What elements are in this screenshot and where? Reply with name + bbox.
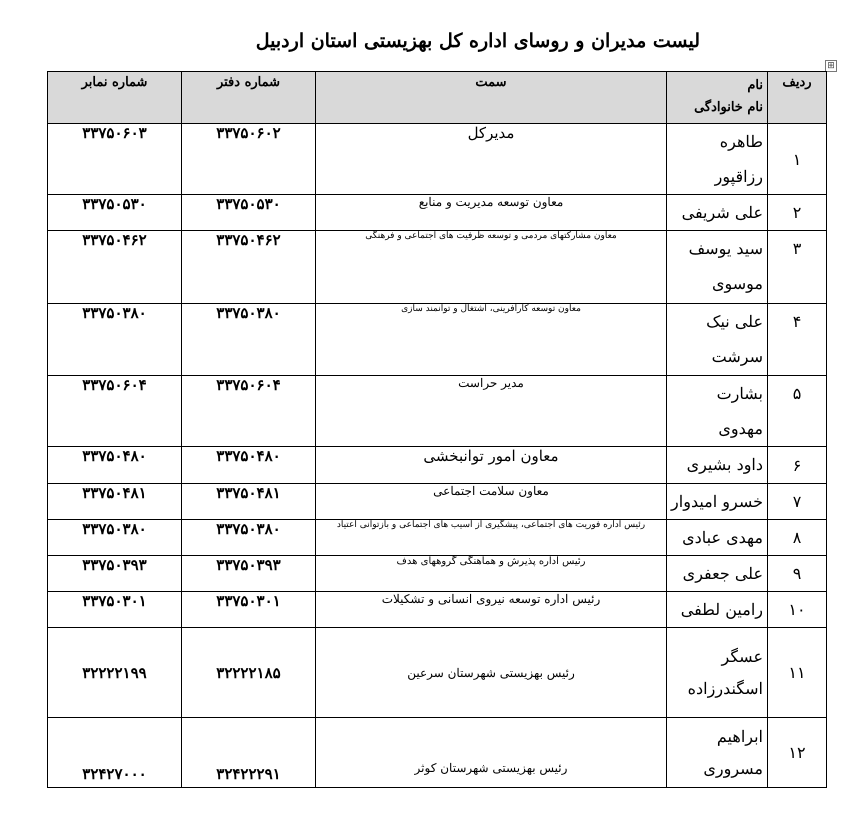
fax-number: ۳۳۷۵۰۳۸۰ xyxy=(48,304,182,376)
position-title: رئیس اداره توسعه نیروی انسانی و تشکیلات xyxy=(316,592,667,628)
position-title: رئیس اداره فوریت های اجتماعی، پیشگیری از آسیب های اجتماعی و بازتوانی اعتیاد xyxy=(316,520,667,556)
office-number: ۳۳۷۵۰۳۰۱ xyxy=(182,592,316,628)
fax-number: ۳۳۷۵۰۶۰۴ xyxy=(48,376,182,447)
fax-number: ۳۲۴۲۷۰۰۰ xyxy=(48,718,182,788)
table-row xyxy=(48,484,827,520)
person-name: مهدی عبادی xyxy=(667,520,768,556)
person-name: بشارت مهدوی xyxy=(667,376,768,447)
position-title: معاون مشارکتهای مردمی و توسعه ظرفیت های اجتماعی و فرهنگی xyxy=(316,231,667,304)
row-number: ۷ xyxy=(768,484,827,520)
row-number: ۴ xyxy=(768,304,827,376)
fax-number: ۳۳۷۵۰۳۰۱ xyxy=(48,592,182,628)
table-move-icon[interactable]: ⊞ xyxy=(825,60,837,72)
position-title: رئیس اداره پذیرش و هماهنگی گروههای هدف xyxy=(316,556,667,592)
office-number: ۳۳۷۵۰۴۸۱ xyxy=(182,484,316,520)
row-number: ۲ xyxy=(768,195,827,231)
fax-number: ۳۲۲۲۲۱۹۹ xyxy=(48,628,182,718)
table-row xyxy=(48,124,827,195)
row-number: ۳ xyxy=(768,231,827,304)
position-title: معاون امور توانبخشی xyxy=(316,447,667,484)
row-number: ۸ xyxy=(768,520,827,556)
person-name: علی شریفی xyxy=(667,195,768,231)
office-number: ۳۳۷۵۰۴۶۲ xyxy=(182,231,316,304)
table-row xyxy=(48,520,827,556)
person-name: علی نیک سرشت xyxy=(667,304,768,376)
header-name: نام نام خانوادگی xyxy=(667,72,768,124)
header-row-number: ردیف xyxy=(768,72,827,124)
fax-number: ۳۳۷۵۰۴۸۰ xyxy=(48,447,182,484)
header-position: سمت xyxy=(316,72,667,124)
position-title: معاون توسعه مدیریت و منابع xyxy=(316,195,667,231)
person-name: عسگر اسگندرزاده xyxy=(667,628,768,718)
row-number: ۱ xyxy=(768,124,827,195)
office-number: ۳۳۷۵۰۳۸۰ xyxy=(182,304,316,376)
position-title: معاون سلامت اجتماعی xyxy=(316,484,667,520)
header-row xyxy=(48,72,827,124)
fax-number: ۳۳۷۵۰۶۰۳ xyxy=(48,124,182,195)
person-name: طاهره رزاقپور xyxy=(667,124,768,195)
table-row xyxy=(48,628,827,718)
office-number: ۳۳۷۵۰۵۳۰ xyxy=(182,195,316,231)
office-number: ۳۲۴۲۲۲۹۱ xyxy=(182,718,316,788)
table-row xyxy=(48,447,827,484)
fax-number: ۳۳۷۵۰۴۸۱ xyxy=(48,484,182,520)
person-name: خسرو امیدوار xyxy=(667,484,768,520)
position-title: مدیر حراست xyxy=(316,376,667,447)
office-number: ۳۳۷۵۰۳۸۰ xyxy=(182,520,316,556)
person-name: سید یوسف موسوی xyxy=(667,231,768,304)
fax-number: ۳۳۷۵۰۴۶۲ xyxy=(48,231,182,304)
row-number: ۵ xyxy=(768,376,827,447)
header-office-number: شماره دفتر xyxy=(182,72,316,124)
position-title: رئیس بهزیستی شهرستان کوثر xyxy=(316,718,667,788)
row-number: ۱۰ xyxy=(768,592,827,628)
header-fax-number: شماره نمابر xyxy=(48,72,182,124)
position-title: مدیرکل xyxy=(316,124,667,195)
row-number: ۶ xyxy=(768,447,827,484)
person-name: علی جعفری xyxy=(667,556,768,592)
office-number: ۳۳۷۵۰۴۸۰ xyxy=(182,447,316,484)
office-number: ۳۳۷۵۰۶۰۴ xyxy=(182,376,316,447)
position-title: رئیس بهزیستی شهرستان سرعین xyxy=(316,628,667,718)
office-number: ۳۳۷۵۰۳۹۳ xyxy=(182,556,316,592)
table-row xyxy=(48,592,827,628)
fax-number: ۳۳۷۵۰۳۸۰ xyxy=(48,520,182,556)
row-number: ۹ xyxy=(768,556,827,592)
fax-number: ۳۳۷۵۰۳۹۳ xyxy=(48,556,182,592)
table-row xyxy=(48,195,827,231)
table-row xyxy=(48,718,827,788)
table-row xyxy=(48,376,827,447)
position-title: معاون توسعه کارآفرینی، اشتغال و توانمند سازی xyxy=(316,304,667,376)
office-number: ۳۲۲۲۲۱۸۵ xyxy=(182,628,316,718)
row-number: ۱۱ xyxy=(768,628,827,718)
row-number: ۱۲ xyxy=(768,718,827,788)
table-row xyxy=(48,304,827,376)
table-row xyxy=(48,231,827,304)
table-row xyxy=(48,556,827,592)
person-name: رامین لطفی xyxy=(667,592,768,628)
page-title: لیست مدیران و روسای اداره کل بهزیستی استان اردبیل xyxy=(255,30,700,52)
office-number: ۳۳۷۵۰۶۰۲ xyxy=(182,124,316,195)
fax-number: ۳۳۷۵۰۵۳۰ xyxy=(48,195,182,231)
staff-table xyxy=(47,71,827,788)
person-name: داود بشیری xyxy=(667,447,768,484)
person-name: ابراهیم مسروری xyxy=(667,718,768,788)
